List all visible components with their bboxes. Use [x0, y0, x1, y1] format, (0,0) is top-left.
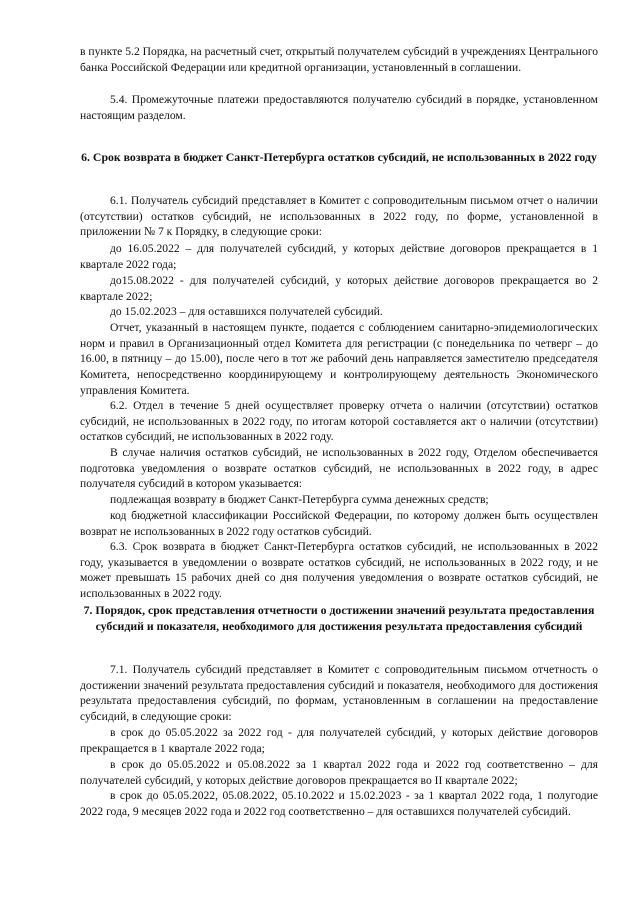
case-paragraph: В случае наличия остатков субсидий, не использованных в 2022 году, Отделом обеспечивается подготовка уведомления о возврате остатков субсидий, не использованных в 2022 году, в адрес получателя субсидий в котором указывается:: [80, 446, 598, 491]
term-7-1-c: в срок до 05.05.2022, 05.08.2022, 05.10.2022 и 15.02.2023 - за 1 квартал 2022 года, 1 полугодие 2022 года, 9 месяцев 2022 года и 2022 год соответственно – для оставшихся получателей субсидий.: [80, 789, 598, 818]
term-6-1-a: до 16.05.2022 – для получателей субсидий, у которых действие договоров прекращается в 1 квартале 2022 года;: [80, 242, 598, 271]
paragraph-6-3: 6.3. Срок возврата в бюджет Санкт-Петербурга остатков субсидий, не использованных в 2022 году, указывается в уведомлении о возврате остатков субсидий, не использованных в 2022 году, и не может превышать 15 рабочих дней со дня получения уведомления о возврате остатков субсидий, не использованных в 2022 году.: [80, 540, 598, 601]
paragraph-7-1: 7.1. Получатель субсидий представляет в Комитет с сопроводительным письмом отчетность о достижении значений результата предоставления субсидий и показателя, необходимого для достижения результата предоставления субсидий, по формам, установленным в соглашении на предоставление субсидий, в следующие сроки:: [80, 663, 598, 724]
intro-continuation: в пункте 5.2 Порядка, на расчетный счет, открытый получателем субсидий в учреждениях Центрального банка Российской Федерации или кредитной организации, установленный в соглашении.: [80, 45, 598, 74]
report-paragraph: Отчет, указанный в настоящем пункте, подается с соблюдением санитарно-эпидемиологических норм и правил в Организационный отдел Комитета для регистрации (с понедельника по четверг – до 16.00, в пятницу – до 15.00), после чего в тот же рабочий день направляется заместителю председателя Комитета, непосредственно координирующему и контролирующему деятельность Экономического управления Комитета.: [80, 321, 598, 397]
notice-item-2: код бюджетной классификации Российской Федерации, по которому должен быть осуществлен возврат не использованных в 2022 году остатков субсидий.: [80, 509, 598, 538]
paragraph-6-1: 6.1. Получатель субсидий представляет в Комитет с сопроводительным письмом отчет о наличии (отсутствии) остатков субсидий, не использованных в 2022 году, по форме, установленной в приложении № 7 к Порядку, в следующие сроки:: [80, 194, 598, 239]
section-7-heading: 7. Порядок, срок представления отчетности о достижении значений результата предоставления субсидий и показателя, необходимого для достижения результата предоставления субсидий: [83, 603, 595, 633]
term-6-1-c: до 15.02.2023 – для оставшихся получателей субсидий.: [110, 305, 383, 318]
term-6-1-b: до15.08.2022 - для получателей субсидий, у которых действие договоров прекращается во 2 квартале 2022;: [80, 274, 598, 303]
paragraph-5-4: 5.4. Промежуточные платежи предоставляются получателю субсидий в порядке, установленном настоящим разделом.: [80, 93, 598, 122]
paragraph-6-2: 6.2. Отдел в течение 5 дней осуществляет проверку отчета о наличии (отсутствии) остатков субсидий, не использованных в 2022 году, по итогам которой составляется акт о наличии (отсутствии) остатков субсидий, не использованных в 2022 году.: [80, 399, 598, 444]
section-6-heading: 6. Срок возврата в бюджет Санкт-Петербурга остатков субсидий, не использованных в 2022 году: [81, 150, 597, 164]
notice-item-1: подлежащая возврату в бюджет Санкт-Петербурга сумма денежных средств;: [110, 493, 489, 506]
term-7-1-a: в срок до 05.05.2022 за 2022 год - для получателей субсидий, у которых действие договоров прекращается в 1 квартале 2022 года;: [80, 726, 598, 755]
term-7-1-b: в срок до 05.05.2022 и 05.08.2022 за 1 квартал 2022 года и 2022 год соответственно – для получателей субсидий, у которых действие договоров прекращается во II квартале 2022;: [80, 758, 598, 787]
